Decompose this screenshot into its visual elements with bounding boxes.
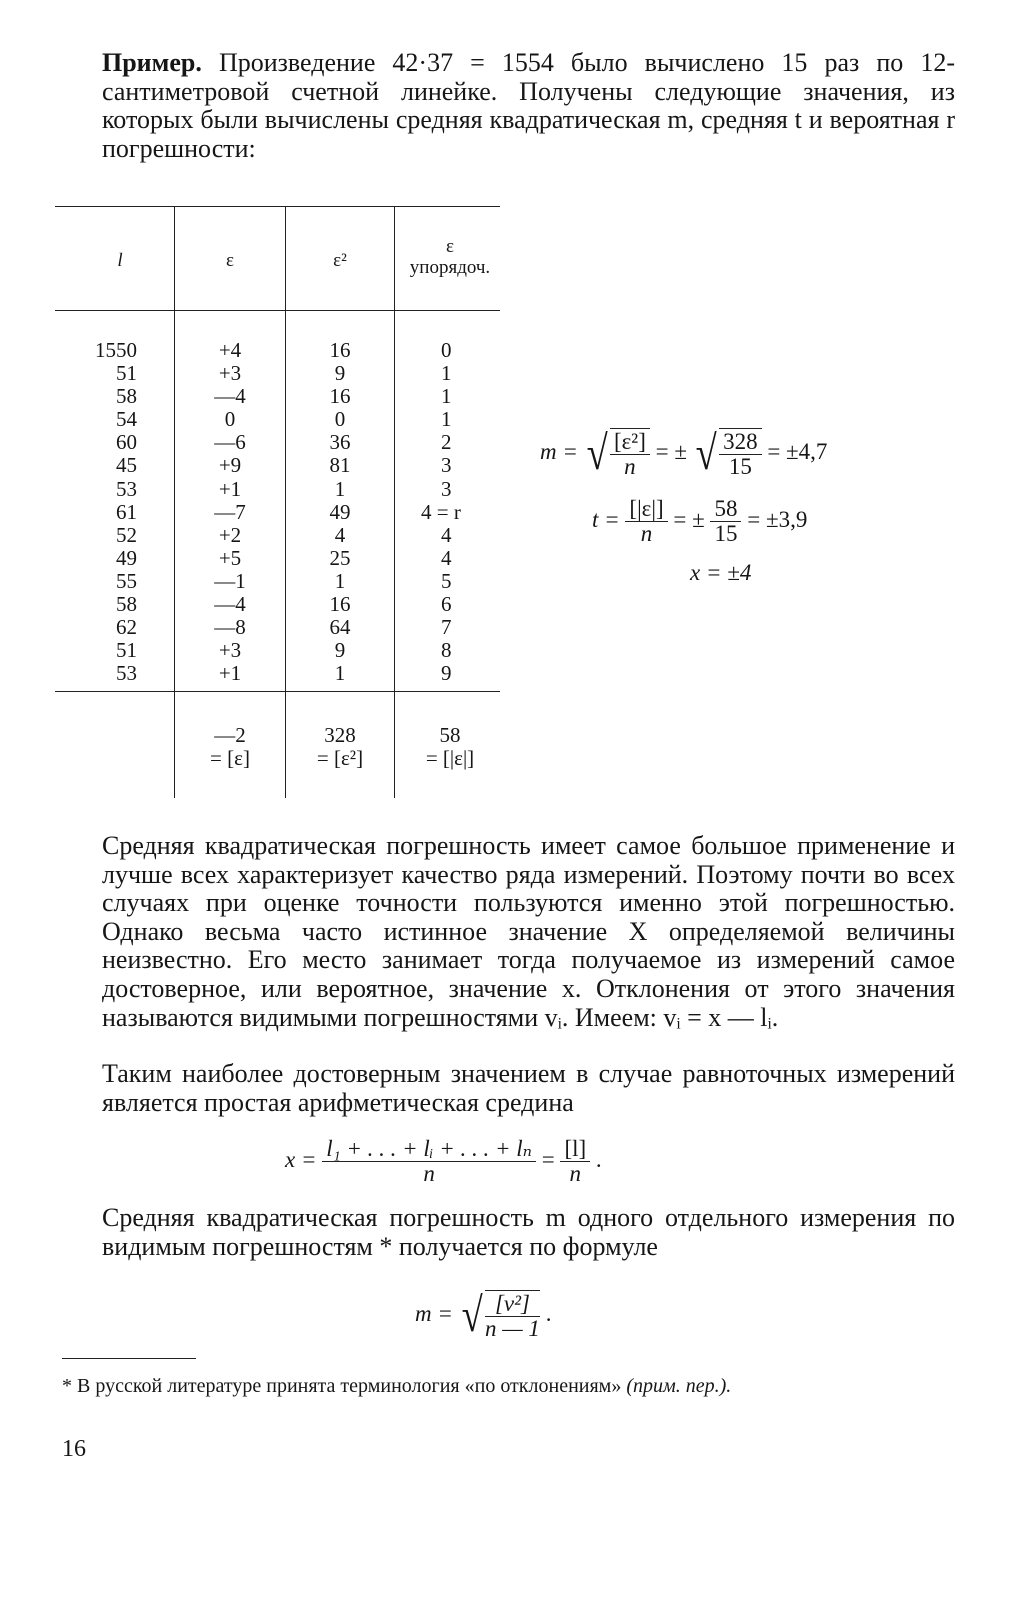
cell-eps-squared: 36 xyxy=(329,430,351,455)
cell-l: 62 xyxy=(116,615,137,640)
cell-eps-squared: 81 xyxy=(329,453,351,478)
formula-m-radicand xyxy=(610,428,650,479)
cell-l: 54 xyxy=(116,407,137,432)
cell-eps: —4 xyxy=(214,384,246,409)
cell-l: 51 xyxy=(116,638,137,663)
total-eps-squared-value: 328 xyxy=(324,723,356,747)
cell-l: 49 xyxy=(116,545,137,570)
footnote-text: * В русской литературе принята терминология «по отклонениям» xyxy=(62,1375,622,1397)
sqrt-icon: √ xyxy=(461,1288,483,1342)
cell-eps: 0 xyxy=(224,407,236,432)
cell-eps: —7 xyxy=(214,499,246,524)
cell-eps: +3 xyxy=(218,361,242,386)
cell-eps: —8 xyxy=(214,615,246,640)
cell-l: 58 xyxy=(116,384,137,409)
header-eps: ε xyxy=(226,250,234,271)
cell-eps: +2 xyxy=(218,522,242,547)
formula-t-mid: = ± xyxy=(673,506,705,532)
cell-eps-ordered: 2 xyxy=(441,430,452,455)
m2-radicand xyxy=(485,1290,540,1341)
m2-numerator: [v²] xyxy=(485,1292,540,1317)
column-eps-squared xyxy=(305,339,375,685)
cell-eps-ordered: 7 xyxy=(441,615,452,640)
footnote xyxy=(62,1374,958,1399)
formula-t-denominator: n xyxy=(640,521,653,546)
cell-l: 45 xyxy=(116,453,137,478)
cell-eps: +3 xyxy=(218,638,242,663)
cell-eps-ordered: 3 xyxy=(441,453,452,478)
cell-eps-squared: 1 xyxy=(334,661,346,686)
cell-l: 61 xyxy=(116,499,137,524)
cell-eps: —4 xyxy=(214,592,246,617)
total-abs-eps-value: 58 xyxy=(439,723,461,747)
cell-eps-ordered: 4 = r xyxy=(421,499,461,524)
cell-l: 52 xyxy=(116,522,137,547)
formula-m-numerator-2: 328 xyxy=(719,430,762,455)
formula-m-denominator: n xyxy=(624,454,636,479)
cell-eps-ordered: 8 xyxy=(441,638,452,663)
formula-m-result: = ±4,7 xyxy=(767,438,828,464)
cell-eps-ordered: 9 xyxy=(441,661,452,686)
cell-eps-ordered: 5 xyxy=(441,568,452,593)
cell-l: 53 xyxy=(116,476,137,501)
table-vline-2 xyxy=(285,206,286,798)
cell-eps: +9 xyxy=(218,453,242,478)
example-lead: Пример. xyxy=(102,48,202,77)
cell-eps-squared: 1 xyxy=(334,476,346,501)
error-table xyxy=(55,206,505,798)
total-eps-label: = [ε] xyxy=(210,746,250,771)
cell-eps-ordered: 1 xyxy=(441,407,452,432)
cell-eps-squared: 9 xyxy=(334,361,346,386)
column-eps-ordered xyxy=(405,339,495,685)
cell-l: 55 xyxy=(116,568,137,593)
footnote-rule xyxy=(62,1358,196,1359)
formula-t-result: = ±3,9 xyxy=(747,506,808,532)
formula-mean-error xyxy=(592,497,807,546)
mean-tail: . xyxy=(595,1146,602,1172)
header-eps-ordered-symbol: ε xyxy=(446,236,454,257)
total-eps xyxy=(185,724,275,770)
cell-eps: —1 xyxy=(214,568,246,593)
cell-eps: +1 xyxy=(218,661,242,686)
mean-denominator-2: n xyxy=(569,1161,582,1186)
formula-m-denominator-2: 15 xyxy=(728,454,752,479)
cell-eps-squared: 16 xyxy=(329,592,351,617)
cell-l: 60 xyxy=(116,430,137,455)
cell-eps-squared: 0 xyxy=(334,407,346,432)
cell-eps: —6 xyxy=(214,430,246,455)
intro-text: Произведение 42·37 = 1554 было вычислено 15 раз по 12-сантиметровой счетной линейке. Получены следующие значения, из которых были вычислены средняя квадратическая m, средняя t и вероятная r погрешности: xyxy=(102,48,955,163)
formula-t-numerator-2: 58 xyxy=(710,497,741,522)
cell-eps-ordered: 0 xyxy=(441,338,452,362)
cell-eps-squared: 16 xyxy=(329,384,351,409)
mean-lhs: x = xyxy=(285,1146,317,1172)
cell-eps: +4 xyxy=(218,338,242,362)
formula-mean-square-apparent xyxy=(415,1290,551,1341)
mean-denominator: n xyxy=(423,1161,435,1186)
cell-l: 51 xyxy=(116,361,137,386)
m2-tail: . xyxy=(545,1300,552,1326)
formula-t-denominator-2: 15 xyxy=(714,521,738,546)
formula-t-numerator: [|ε|] xyxy=(625,497,667,522)
header-eps-ordered-label: упорядоч. xyxy=(409,257,491,278)
cell-eps-ordered: 1 xyxy=(441,361,452,386)
column-eps xyxy=(195,339,265,685)
cell-eps: +1 xyxy=(218,476,242,501)
header-eps-ordered xyxy=(395,236,505,278)
cell-eps-squared: 9 xyxy=(334,638,346,663)
header-l: l xyxy=(117,250,123,271)
cell-eps: +5 xyxy=(218,545,242,570)
cell-eps-squared: 1 xyxy=(334,568,346,593)
sqrt-icon: √ xyxy=(586,426,608,480)
sqrt-icon: √ xyxy=(695,426,717,480)
total-abs-eps-label: = [|ε|] xyxy=(425,746,475,771)
formula-m-radicand-2 xyxy=(719,428,762,479)
cell-l: 58 xyxy=(116,592,137,617)
cell-eps-squared: 4 xyxy=(334,522,346,547)
paragraph-arithmetic-mean: Таким наиболее достоверным значением в случае равноточных измерений является простая арифметическая средина xyxy=(102,1059,955,1117)
table-body-rule xyxy=(55,691,500,692)
cell-eps-ordered: 4 xyxy=(441,545,452,570)
formula-m-lhs: m = xyxy=(540,438,578,464)
footnote-note: (прим. пер.). xyxy=(626,1375,732,1397)
total-eps-squared-label: = [ε²] xyxy=(316,746,364,771)
formula-mean-square-error xyxy=(540,428,827,479)
m2-lhs: m = xyxy=(415,1300,453,1326)
cell-eps-squared: 25 xyxy=(329,545,351,570)
total-abs-eps xyxy=(400,724,500,770)
cell-eps-squared: 16 xyxy=(329,338,351,362)
cell-eps-squared: 49 xyxy=(329,499,351,524)
total-eps-value: —2 xyxy=(214,723,246,747)
formula-t-lhs: t = xyxy=(592,506,620,532)
formula-arithmetic-mean xyxy=(285,1137,602,1186)
paragraph-mean-square-usage: Средняя квадратическая погрешность имеет самое большое применение и лучше всех характеризует качество ряда измерений. Поэтому почти во всех случаях при оценке точности пользуются именно этой погрешностью. Однако весьма часто истинное значение X определяемой величины неизвестно. Его место занимает тогда получаемое из измерений самое достоверное, или вероятное, значение x. Отклонения от этого значения называются видимыми погрешностями vᵢ. Имеем: vᵢ = x — lᵢ. xyxy=(102,831,955,1032)
total-eps-squared xyxy=(295,724,385,770)
table-header-rule xyxy=(55,310,500,311)
m2-denominator: n — 1 xyxy=(484,1316,540,1341)
cell-l: 1550 xyxy=(95,338,137,362)
header-eps-squared: ε² xyxy=(333,250,347,271)
formula-x: x = ±4 xyxy=(690,560,752,585)
table-vline-3 xyxy=(394,206,395,798)
cell-eps-ordered: 6 xyxy=(441,592,452,617)
formula-m-numerator: [ε²] xyxy=(610,430,650,455)
mean-numerator: l₁ + . . . + lᵢ + . . . + lₙ xyxy=(322,1137,536,1162)
column-l xyxy=(65,339,175,685)
cell-eps-ordered: 1 xyxy=(441,384,452,409)
cell-eps-ordered: 3 xyxy=(441,476,452,501)
page-number: 16 xyxy=(62,1436,86,1462)
formula-m-mid: = ± xyxy=(655,438,687,464)
cell-eps-squared: 64 xyxy=(329,615,351,640)
paragraph-apparent-errors: Средняя квадратическая погрешность m одного отдельного измерения по видимым погрешностям * получается по формуле xyxy=(102,1203,955,1261)
cell-eps-ordered: 4 xyxy=(441,522,452,547)
mean-numerator-2: [l] xyxy=(560,1137,590,1162)
intro-paragraph xyxy=(102,49,955,163)
cell-l: 53 xyxy=(116,661,137,686)
table-top-rule xyxy=(55,206,500,207)
mean-equals: = xyxy=(541,1146,555,1172)
